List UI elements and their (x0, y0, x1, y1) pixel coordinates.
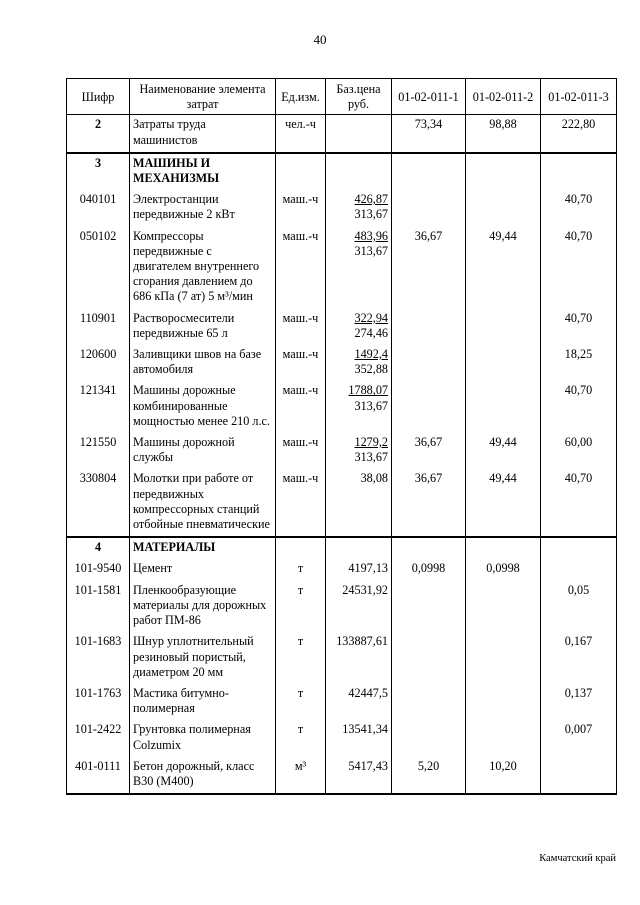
row-name: Молотки при работе от передвижных компрессорных станций отбойные пневматические (130, 469, 276, 537)
row-value-1: 36,67 (392, 469, 466, 537)
row-code: 3 (67, 153, 130, 190)
row-value-3: 40,70 (541, 469, 617, 537)
row-value-2: 49,44 (466, 227, 541, 309)
row-price: 426,87 313,67 (326, 190, 392, 226)
row-name: Растворосмесители передвижные 65 л (130, 309, 276, 345)
row-unit: маш.-ч (276, 309, 326, 345)
table-row (67, 309, 617, 345)
row-value-2: 0,0998 (466, 559, 541, 580)
row-name: Машины дорожные комбинированные мощностью менее 210 л.с. (130, 381, 276, 433)
table-row (67, 757, 617, 794)
row-code: 4 (67, 537, 130, 559)
row-name: Заливщики швов на базе автомобиля (130, 345, 276, 381)
row-code: 121341 (67, 381, 130, 433)
row-value-2 (466, 309, 541, 345)
estimate-table (66, 78, 617, 795)
row-name: Затраты труда машинистов (130, 115, 276, 153)
row-price: 4197,13 (326, 559, 392, 580)
row-unit: т (276, 720, 326, 756)
section-row (67, 537, 617, 559)
table-row (67, 115, 617, 153)
header-unit: Ед.изм. (276, 79, 326, 115)
row-value-1: 0,0998 (392, 559, 466, 580)
row-value-3: 0,137 (541, 684, 617, 720)
section-title: МАШИНЫ И МЕХАНИЗМЫ (130, 153, 276, 190)
row-value-1: 36,67 (392, 227, 466, 309)
section-title: МАТЕРИАЛЫ (130, 537, 276, 559)
row-price: 1788,07 313,67 (326, 381, 392, 433)
table-row (67, 433, 617, 469)
row-value-3: 222,80 (541, 115, 617, 153)
row-price: 483,96 313,67 (326, 227, 392, 309)
row-name: Компрессоры передвижные с двигателем внутреннего сгорания давлением до 686 кПа (7 ат) 5 м³/мин (130, 227, 276, 309)
row-value-2 (466, 581, 541, 633)
row-value-3: 0,167 (541, 632, 617, 684)
row-price: 5417,43 (326, 757, 392, 794)
table-row (67, 469, 617, 537)
row-name: Пленкообразующие материалы для дорожных работ ПМ-86 (130, 581, 276, 633)
page-number: 40 (313, 32, 327, 47)
row-unit: т (276, 559, 326, 580)
row-value-3: 0,007 (541, 720, 617, 756)
table-row (67, 720, 617, 756)
row-price: 42447,5 (326, 684, 392, 720)
row-value-1 (392, 190, 466, 226)
row-value-3: 40,70 (541, 190, 617, 226)
row-value-1: 73,34 (392, 115, 466, 153)
row-unit: маш.-ч (276, 433, 326, 469)
row-name: Цемент (130, 559, 276, 580)
row-value-1: 36,67 (392, 433, 466, 469)
row-code: 110901 (67, 309, 130, 345)
row-value-1 (392, 632, 466, 684)
row-unit: маш.-ч (276, 345, 326, 381)
row-code: 040101 (67, 190, 130, 226)
row-value-1 (392, 720, 466, 756)
header-code: Шифр (67, 79, 130, 115)
table-row (67, 381, 617, 433)
row-value-1: 5,20 (392, 757, 466, 794)
row-unit: маш.-ч (276, 190, 326, 226)
footer-region: Камчатский край (539, 853, 616, 864)
row-value-2: 49,44 (466, 469, 541, 537)
row-unit: т (276, 632, 326, 684)
header-col3: 01-02-011-3 (541, 79, 617, 115)
header-col1: 01-02-011-1 (392, 79, 466, 115)
row-price: 38,08 (326, 469, 392, 537)
table-row (67, 632, 617, 684)
row-unit: маш.-ч (276, 469, 326, 537)
row-value-2 (466, 190, 541, 226)
row-code: 101-1581 (67, 581, 130, 633)
row-value-2: 49,44 (466, 433, 541, 469)
row-value-2 (466, 345, 541, 381)
row-unit: чел.-ч (276, 115, 326, 153)
table-row (67, 227, 617, 309)
row-value-2: 10,20 (466, 757, 541, 794)
table-row (67, 581, 617, 633)
row-code: 101-1683 (67, 632, 130, 684)
row-price: 24531,92 (326, 581, 392, 633)
row-price: 13541,34 (326, 720, 392, 756)
row-name: Грунтовка полимерная Colzumix (130, 720, 276, 756)
table-row (67, 345, 617, 381)
row-value-3: 40,70 (541, 227, 617, 309)
row-name: Электростанции передвижные 2 кВт (130, 190, 276, 226)
row-value-3: 0,05 (541, 581, 617, 633)
row-price: 133887,61 (326, 632, 392, 684)
row-name: Бетон дорожный, класс В30 (М400) (130, 757, 276, 794)
table-header-row (67, 79, 617, 115)
row-value-2 (466, 632, 541, 684)
row-unit: маш.-ч (276, 227, 326, 309)
row-unit: маш.-ч (276, 381, 326, 433)
row-unit: м³ (276, 757, 326, 794)
row-price: 1492,4 352,88 (326, 345, 392, 381)
row-value-3: 40,70 (541, 381, 617, 433)
row-value-3: 60,00 (541, 433, 617, 469)
row-code: 2 (67, 115, 130, 153)
row-code: 101-2422 (67, 720, 130, 756)
header-name: Наименование элемента затрат (130, 79, 276, 115)
row-price: 1279,2 313,67 (326, 433, 392, 469)
row-price: 322,94 274,46 (326, 309, 392, 345)
section-row (67, 153, 617, 190)
row-value-2: 98,88 (466, 115, 541, 153)
row-code: 120600 (67, 345, 130, 381)
row-value-2 (466, 720, 541, 756)
table-row (67, 684, 617, 720)
row-value-1 (392, 381, 466, 433)
row-code: 101-1763 (67, 684, 130, 720)
row-unit: т (276, 581, 326, 633)
table-row (67, 559, 617, 580)
row-code: 401-0111 (67, 757, 130, 794)
row-value-2 (466, 381, 541, 433)
row-value-1 (392, 581, 466, 633)
row-value-3 (541, 559, 617, 580)
row-value-3 (541, 757, 617, 794)
row-name: Машины дорожной службы (130, 433, 276, 469)
header-col2: 01-02-011-2 (466, 79, 541, 115)
row-value-3: 40,70 (541, 309, 617, 345)
row-code: 101-9540 (67, 559, 130, 580)
row-code: 050102 (67, 227, 130, 309)
row-name: Мастика битумно-полимерная (130, 684, 276, 720)
row-price (326, 115, 392, 153)
row-value-1 (392, 345, 466, 381)
row-code: 330804 (67, 469, 130, 537)
table-row (67, 190, 617, 226)
row-value-3: 18,25 (541, 345, 617, 381)
row-unit: т (276, 684, 326, 720)
row-value-1 (392, 309, 466, 345)
row-value-2 (466, 684, 541, 720)
row-code: 121550 (67, 433, 130, 469)
row-name: Шнур уплотнительный резиновый пористый, диаметром 20 мм (130, 632, 276, 684)
header-price: Баз.цена руб. (326, 79, 392, 115)
row-value-1 (392, 684, 466, 720)
